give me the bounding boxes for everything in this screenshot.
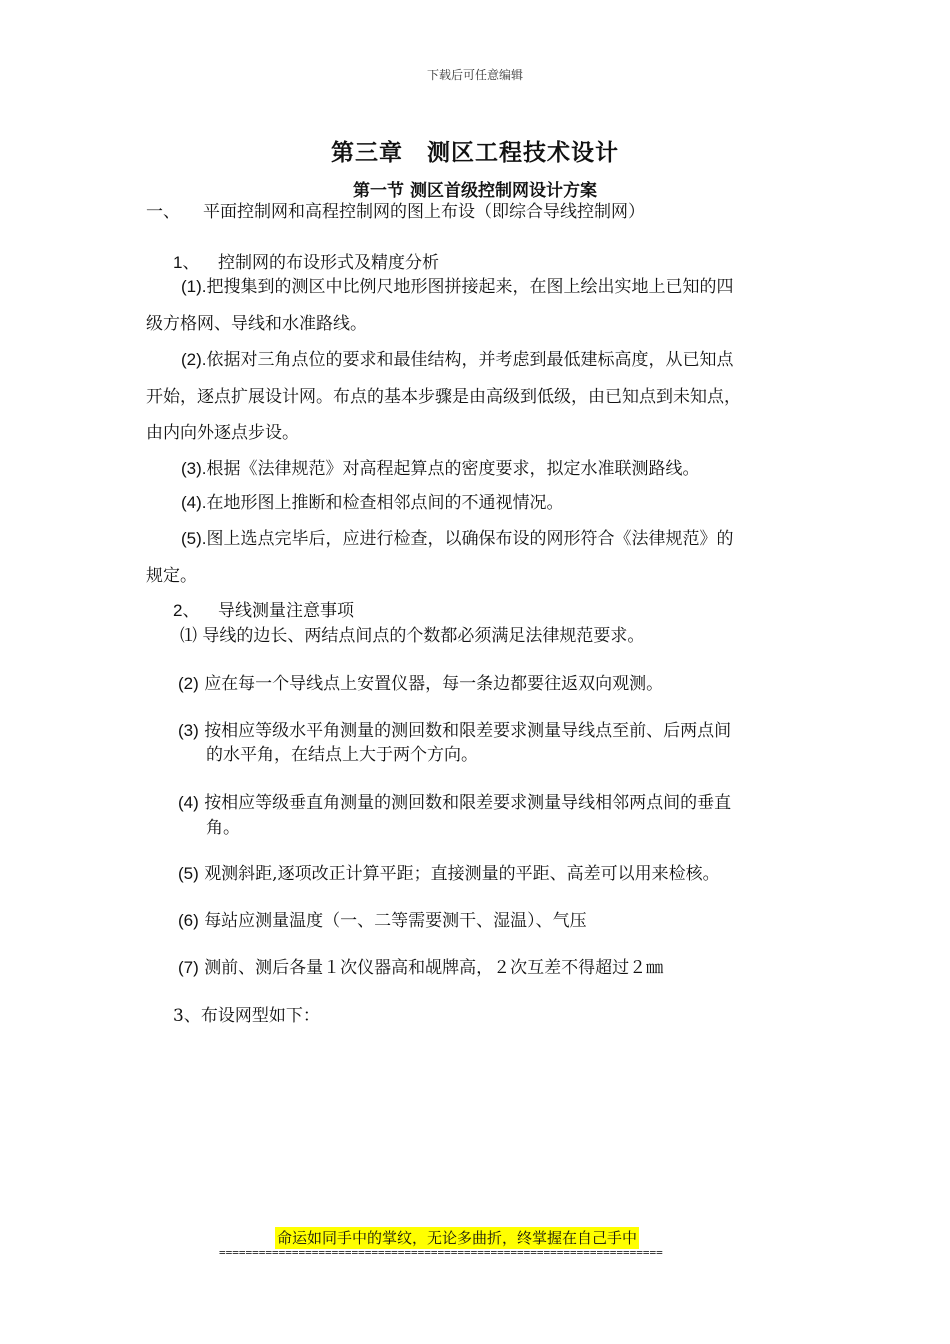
chapter-title: 第三章 测区工程技术设计 <box>331 139 619 166</box>
item-number: (2). <box>181 350 207 369</box>
subsection-1-title: 控制网的布设形式及精度分析 <box>218 253 439 273</box>
item-text: 依据对三角点位的要求和最佳结构，并考虑到最低建标高度，从已知点 <box>206 350 734 370</box>
subsection-3-text: 3、布设网型如下： <box>173 1006 320 1026</box>
item-number: (2) <box>178 674 199 693</box>
item-text: 在地形图上推断和检查相邻点间的不通视情况。 <box>206 493 564 513</box>
item-2-4 <box>178 792 731 814</box>
item-number: (4) <box>178 793 199 812</box>
item-text: 按相应等级垂直角测量的测回数和限差要求测量导线相邻两点间的垂直 <box>204 793 732 813</box>
item-number: (3) <box>178 721 199 740</box>
item-text: 按相应等级水平角测量的测回数和限差要求测量导线点至前、后两点间 <box>204 721 732 741</box>
item-number: (5) <box>178 864 199 883</box>
footer-divider: =================================================================== <box>219 1246 663 1259</box>
part-one-number: 一、 <box>146 202 180 222</box>
item-text: 每站应测量温度（一、二等需要测干、湿温）、气压 <box>204 911 587 931</box>
subsection-1-number: 1、 <box>173 253 200 272</box>
section-title: 第一节 测区首级控制网设计方案 <box>353 181 597 201</box>
item-text: 测前、测后各量１次仪器高和觇牌高，２次互差不得超过２㎜ <box>204 958 664 978</box>
item-number: (6) <box>178 911 199 930</box>
header-note: 下载后可任意编辑 <box>426 68 523 82</box>
part-one-text: 平面控制网和高程控制网的图上布设（即综合导线控制网） <box>203 202 645 222</box>
item-1-4 <box>181 492 564 514</box>
item-number: (4). <box>181 493 207 512</box>
item-1-2-continued-2: 由内向外逐点步设。 <box>146 423 299 443</box>
item-1-5 <box>181 528 734 550</box>
item-number: (1). <box>181 277 207 296</box>
item-2-3-continued: 的水平角，在结点上大于两个方向。 <box>206 745 478 765</box>
item-1-2 <box>181 349 734 371</box>
item-1-1 <box>181 276 734 298</box>
subsection-2-number: 2、 <box>173 601 200 620</box>
item-2-6 <box>178 910 587 932</box>
subsection-2-title: 导线测量注意事项 <box>218 601 354 621</box>
item-text: 图上选点完毕后，应进行检查，以确保布设的网形符合《法律规范》的 <box>206 529 734 549</box>
footer-motto: 命运如同手中的掌纹，无论多曲折，终掌握在自己手中 <box>277 1229 638 1247</box>
item-text: 根据《法律规范》对高程起算点的密度要求，拟定水准联测路线。 <box>206 459 700 479</box>
item-text: 应在每一个导线点上安置仪器，每一条边都要往返双向观测。 <box>204 674 664 694</box>
item-1-3 <box>181 458 700 480</box>
item-2-3 <box>178 720 731 742</box>
item-1-2-continued: 开始，逐点扩展设计网。布点的基本步骤是由高级到低级，由已知点到未知点， <box>146 387 741 407</box>
item-1-5-continued: 规定。 <box>146 566 197 586</box>
item-2-4-continued: 角。 <box>206 818 240 838</box>
item-2-7 <box>178 957 663 979</box>
item-text: 把搜集到的测区中比例尺地形图拼接起来，在图上绘出实地上已知的四 <box>206 277 734 297</box>
item-number: (5). <box>181 529 207 548</box>
item-number: ⑴ <box>180 626 197 646</box>
item-2-2 <box>178 673 663 695</box>
item-1-1-continued: 级方格网、导线和水准路线。 <box>146 314 367 334</box>
item-2-1 <box>180 625 644 647</box>
item-number: (3). <box>181 459 207 478</box>
item-text: 导线的边长、两结点间点的个数都必须满足法律规范要求。 <box>202 626 645 646</box>
item-text: 观测斜距,逐项改正计算平距；直接测量的平距、高差可以用来检核。 <box>204 864 720 884</box>
item-number: (7) <box>178 958 199 977</box>
item-2-5 <box>178 863 720 885</box>
